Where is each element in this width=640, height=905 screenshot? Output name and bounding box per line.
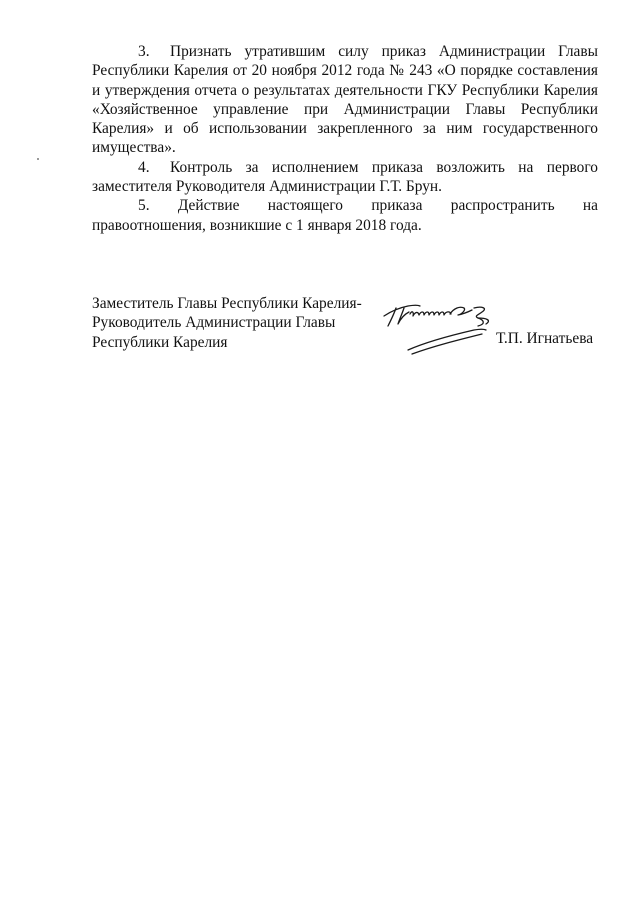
paragraph-number: 5. [138,197,150,215]
paragraph-text: Признать утратившим силу приказ Администрации Главы Республики Карелия от 20 ноября 2012 года № 243 «О порядке составления и утверждения отчета о результатах деятельности ГКУ Республики Карелия «Хозяйственное управление при Администрации Главы Республики Карелия» и об использовании закрепленного за ним государственного имущества». [92,43,598,157]
signatory-position-line: Руководитель Администрации Главы [92,314,336,332]
paragraph-word: настоящего [267,197,344,215]
paragraph-word: на [582,197,598,215]
paragraph-5-first-line [92,196,598,215]
signer-name: Т.П. Игнатьева [496,330,594,347]
paragraph-word: распространить [450,197,555,215]
paragraph-number: 4. [138,158,150,176]
scan-speck [37,158,39,160]
paragraph-word: Действие [177,197,240,215]
paragraph-4 [92,158,598,197]
signatory-position [92,294,362,352]
signatory-position-line: Республики Карелия [92,333,228,351]
signatory-position-line: Заместитель Главы Республики Карелия- [92,295,362,312]
document-body [92,42,598,235]
paragraph-word: приказа [371,197,423,215]
paragraph-3 [92,42,598,158]
paragraph-5-second-line: правоотношения, возникшие с 1 января 2018 года. [92,216,422,234]
paragraph-5 [92,196,598,235]
paragraph-text: Контроль за исполнением приказа возложить на первого заместителя Руководителя Администрации Г.Т. Брун. [92,158,598,196]
paragraph-number: 3. [138,43,150,60]
handwritten-signature [378,296,496,360]
